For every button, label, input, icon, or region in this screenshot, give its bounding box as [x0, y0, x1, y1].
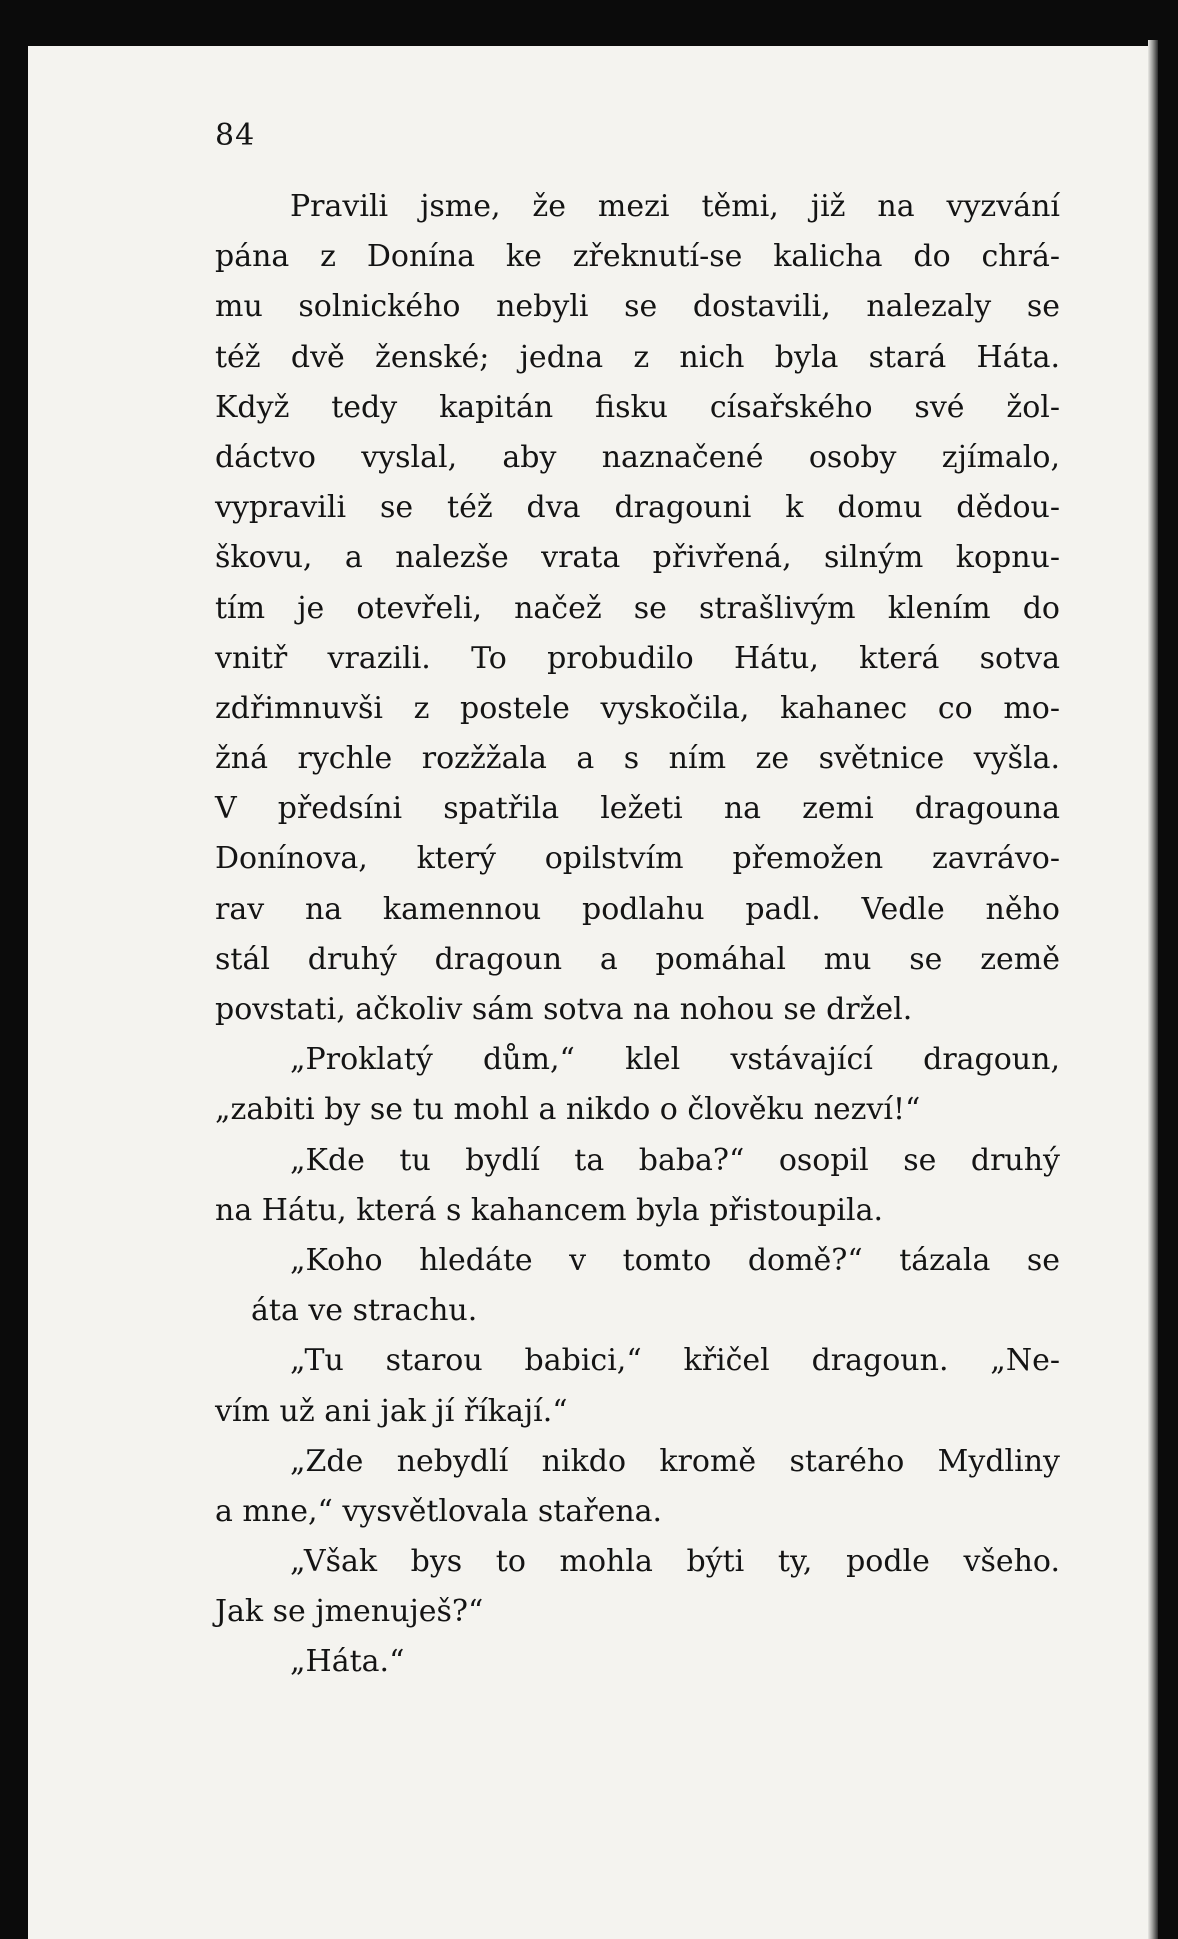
page-number: 84 [215, 118, 256, 153]
text-line: áta ve strachu. [251, 1293, 478, 1329]
text-line: škovu, a nalezše vrata přivřená, silným kopnu- [215, 540, 1060, 576]
text-line: Donínova, který opilstvím přemožen zavrávo- [215, 841, 1060, 877]
text-line: zdřimnuvši z postele vyskočila, kahanec co mo- [215, 690, 1060, 726]
text-line: „Háta.“ [290, 1644, 405, 1680]
text-line: „zabiti by se tu mohl a nikdo o člověku nezví!“ [215, 1092, 921, 1128]
scan-border-left [0, 0, 28, 1939]
scan-border-right [1158, 0, 1178, 1939]
text-line: dáctvo vyslal, aby naznačené osoby zjímalo, [215, 439, 1060, 475]
text-line: tím je otevřeli, načež se strašlivým klením do [215, 590, 1060, 626]
text-line: žná rychle rozžžala a s ním ze světnice vyšla. [215, 741, 1060, 777]
page-text [215, 182, 1060, 1688]
text-line: „Koho hledáte v tomto domě?“ tázala se [290, 1242, 1060, 1278]
text-line: a mne,“ vysvětlovala stařena. [215, 1493, 663, 1529]
scan-border-top [0, 0, 1178, 46]
text-line: „Tu starou babici,“ křičel dragoun. „Ne- [290, 1343, 1060, 1379]
text-line: mu solnického nebyli se dostavili, nalezaly se [215, 289, 1060, 325]
text-line: rav na kamennou podlahu padl. Vedle něho [215, 891, 1060, 927]
text-line: Když tedy kapitán fisku císařského své žol- [215, 389, 1060, 425]
text-line: povstati, ačkoliv sám sotva na nohou se držel. [215, 992, 913, 1027]
text-line: vím už ani jak jí říkají.“ [215, 1393, 568, 1429]
text-line: Jak se jmenuješ?“ [215, 1594, 484, 1630]
text-line: stál druhý dragoun a pomáhal mu se země [215, 941, 1060, 977]
text-line: „Proklatý dům,“ klel vstávající dragoun, [290, 1042, 1060, 1078]
text-line: Pravili jsme, že mezi těmi, již na vyzvání [290, 189, 1060, 224]
text-line: „Kde tu bydlí ta baba?“ osopil se druhý [290, 1142, 1060, 1178]
text-line: pána z Donína ke zřeknutí-se kalicha do chrá- [215, 239, 1060, 275]
text-line: též dvě ženské; jedna z nich byla stará Háta. [215, 339, 1060, 375]
text-line: vypravili se též dva dragouni k domu dědou- [215, 490, 1060, 526]
binding-edge [1148, 40, 1158, 1939]
text-line: „Zde nebydlí nikdo kromě starého Mydliny [290, 1443, 1060, 1479]
text-line: vnitř vrazili. To probudilo Hátu, která sotva [215, 640, 1060, 676]
text-line: na Hátu, která s kahancem byla přistoupila. [215, 1192, 884, 1228]
text-line: „Však bys to mohla býti ty, podle všeho. [290, 1544, 1060, 1580]
text-line: V předsíni spatřila ležeti na zemi dragouna [215, 791, 1060, 827]
